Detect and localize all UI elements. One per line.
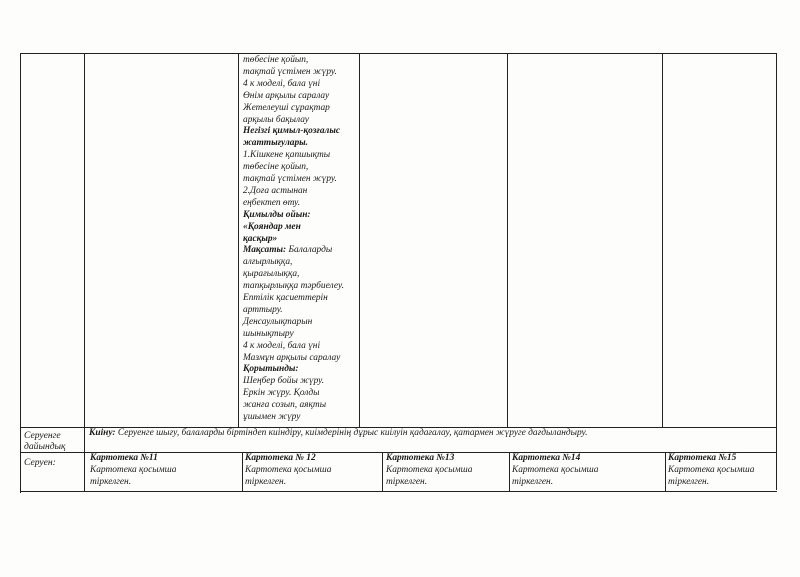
- serueng-dayindyk-label-line2: дайындық: [24, 441, 66, 452]
- activity-line: «Қояндар мен: [243, 221, 301, 232]
- kartoteka-line1-2: Картотека қосымша: [245, 464, 332, 475]
- activity-line: тақтай үстімен жүру.: [243, 174, 337, 184]
- activity-line: арттыру.: [243, 304, 283, 315]
- activity-line: Еркін жүру. Қолды: [243, 388, 320, 399]
- kartoteka-line2-2: тіркелген.: [245, 476, 287, 487]
- serueng-col-line-3: [509, 452, 510, 492]
- activity-line: 2.Доға астынан: [243, 185, 308, 196]
- serueng-dayindyk-content-bold: Киіну:: [89, 428, 116, 438]
- serueng-cell-2: [245, 453, 331, 489]
- activity-line: 4 к моделі, бала үні: [243, 340, 321, 351]
- activity-line: Өнім арқылы саралау: [243, 90, 330, 101]
- activity-line: тақтай үстімен жүру.: [243, 66, 337, 77]
- activity-line: Жетелеуші сұрақтар: [243, 102, 330, 113]
- kartoteka-line1-1: Картотека қосымша: [90, 464, 177, 475]
- column-line-5: [662, 53, 663, 427]
- activity-line: Қорытынды:: [243, 364, 299, 375]
- column-line-2: [238, 53, 239, 427]
- serueng-col-line-2: [382, 452, 383, 492]
- serueng-col-line-4: [665, 452, 666, 492]
- activity-line: ұшымен жүру: [243, 412, 301, 422]
- activity-line: [243, 245, 332, 257]
- activity-line: тапқырлыққа тәрбиелеу.: [243, 281, 344, 292]
- column-line-3: [359, 53, 360, 427]
- kartoteka-line2-4: тіркелген.: [512, 476, 554, 487]
- serueng-col-line-1: [242, 452, 243, 492]
- kartoteka-title-3: Картотека №13: [386, 453, 455, 463]
- kartoteka-title-5: Картотека №15: [668, 453, 737, 463]
- activity-line: Негізгі қимыл-қозғалыс: [243, 126, 341, 137]
- activity-line: төбесіне қойып,: [243, 55, 309, 65]
- kartoteka-line2-1: тіркелген.: [90, 476, 132, 487]
- activity-line: 4 к моделі, бала үні: [243, 78, 321, 89]
- serueng-cell-4: [512, 453, 598, 489]
- table-border-right: [776, 53, 777, 490]
- activity-line: төбесіне қойып,: [243, 162, 309, 173]
- serueng-dayindyk-content-rest: Серуенге шығу, балаларды біртіндеп киіндіру, киімдерінің дұрыс киілуін қадағалау, қатармен жүруге дағдыландыру.: [115, 428, 588, 438]
- serueng-cell-3: [386, 453, 472, 489]
- activity-line: Ептілік қасиеттерін: [243, 293, 328, 303]
- activity-line: арқылы бақылау: [243, 114, 309, 125]
- kartoteka-line2-5: тіркелген.: [668, 476, 710, 487]
- activity-line: шынықтыру: [243, 328, 294, 339]
- activity-line: қасқыр»: [243, 233, 278, 244]
- kartoteka-line1-4: Картотека қосымша: [512, 464, 599, 475]
- table-border-bottom: [20, 491, 777, 492]
- serueng-dayindyk-label: [24, 431, 66, 452]
- serueng-cell-5: [668, 453, 754, 489]
- serueng-dayindyk-content: [89, 428, 587, 440]
- activity-line: алғырлыққа,: [243, 257, 293, 268]
- activity-line: Денсаулықтарын: [243, 316, 313, 327]
- kartoteka-line1-5: Картотека қосымша: [668, 464, 755, 475]
- kartoteka-title-1: Картотека №11: [90, 453, 158, 463]
- kartoteka-line2-3: тіркелген.: [386, 476, 428, 487]
- activity-line: Шеңбер бойы жүру.: [243, 376, 325, 387]
- activity-line: Мазмұн арқылы саралау: [243, 352, 341, 363]
- serueng-label: Серуен:: [24, 457, 56, 468]
- activity-line-bold: Мақсаты:: [243, 245, 287, 256]
- activity-line: еңбектеп өту.: [243, 197, 301, 208]
- kartoteka-title-4: Картотека №14: [512, 453, 581, 463]
- kartoteka-title-2: Картотека № 12: [245, 453, 316, 463]
- activity-line: 1.Кішкене қапшықты: [243, 150, 331, 161]
- column-line-4: [507, 53, 508, 427]
- activity-line: жаттығулары.: [243, 138, 308, 149]
- activity-line: Қимылды ойын:: [243, 209, 311, 220]
- activity-line: қырағылыққа,: [243, 269, 300, 280]
- activity-line-rest: Балаларды: [286, 245, 333, 256]
- activity-line: жанға созып, аяқты: [243, 400, 327, 411]
- serueng-cell-1: [90, 453, 176, 489]
- serueng-dayindyk-label-line1: Серуенге: [24, 430, 61, 441]
- kartoteka-line1-3: Картотека қосымша: [386, 464, 473, 475]
